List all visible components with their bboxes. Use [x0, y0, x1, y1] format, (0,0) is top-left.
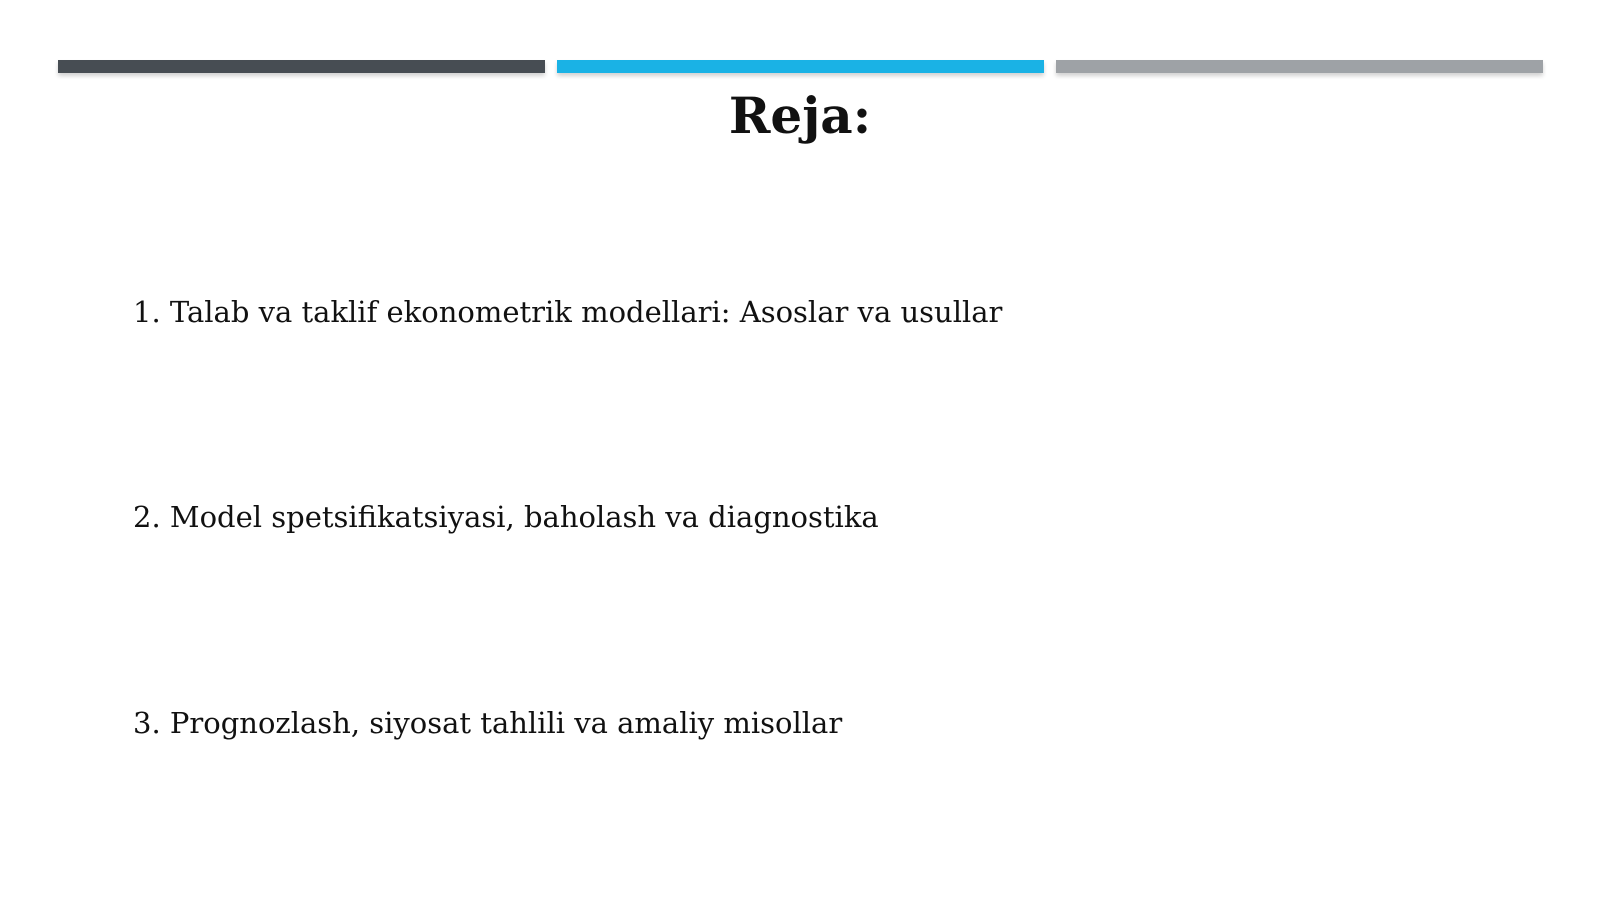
plan-item-2: 2. Model spetsifikatsiyasi, baholash va diagnostika	[133, 500, 879, 534]
plan-item-3: 3. Prognozlash, siyosat tahlili va amaliy misollar	[133, 706, 843, 740]
accent-bar-blue	[557, 60, 1044, 73]
plan-item-1: 1. Talab va taklif ekonometrik modellari: Asoslar va usullar	[133, 295, 1003, 329]
accent-bar-dark	[58, 60, 545, 73]
accent-bar-gray	[1056, 60, 1543, 73]
slide-title: Reja:	[728, 86, 872, 145]
